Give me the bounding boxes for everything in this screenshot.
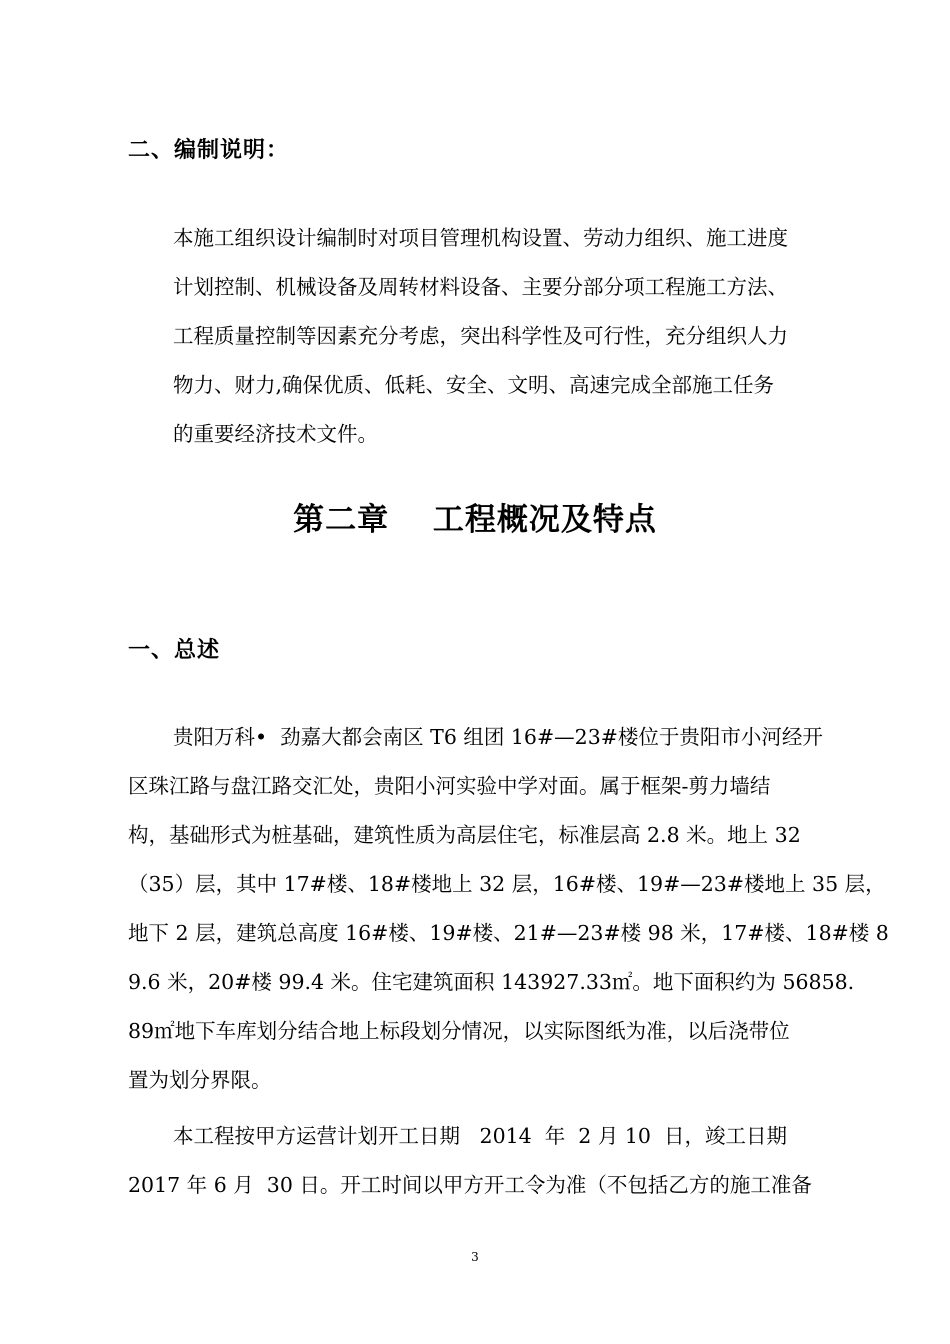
paragraph-line: 贵阳万科• 劲嘉大都会南区 T6 组团 16#—23#楼位于贵阳市小河经开 (173, 725, 823, 749)
section-heading-overview: 一、总述 (128, 638, 221, 663)
paragraph-line: 工程质量控制等因素充分考虑，突出科学性及可行性，充分组织人力 (173, 324, 788, 348)
paragraph-line: 地下 2 层，建筑总高度 16#楼、19#楼、21#—23#楼 98 米，17#楼、18#楼 8 (128, 921, 889, 945)
chapter-title: 第二章 工程概况及特点 (293, 502, 657, 538)
paragraph-line: 9.6 米，20#楼 99.4 米。住宅建筑面积 143927.33㎡。地下面积约为 56858. (128, 970, 855, 994)
paragraph-line: 的重要经济技术文件。 (173, 422, 378, 446)
paragraph-line: 2017 年 6 月 30 日。开工时间以甲方开工令为准（不包括乙方的施工准备 (128, 1173, 812, 1197)
paragraph-line: 本施工组织设计编制时对项目管理机构设置、劳动力组织、施工进度 (173, 226, 788, 250)
paragraph-line: 计划控制、机械设备及周转材料设备、主要分部分项工程施工方法、 (173, 275, 788, 299)
paragraph-line: 区珠江路与盘江路交汇处，贵阳小河实验中学对面。属于框架-剪力墙结 (128, 774, 771, 798)
paragraph-line: 构，基础形式为桩基础，建筑性质为高层住宅，标准层高 2.8 米。地上 32 (128, 823, 801, 847)
paragraph-line: 物力、财力,确保优质、低耗、安全、文明、高速完成全部施工任务 (173, 373, 775, 397)
paragraph-line: （35）层，其中 17#楼、18#楼地上 32 层，16#楼、19#—23#楼地上 35 层， (128, 872, 886, 896)
paragraph-line: 89㎡地下车库划分结合地上标段划分情况，以实际图纸为准，以后浇带位 (128, 1019, 790, 1043)
section-heading-compile-notes: 二、编制说明： (128, 138, 290, 163)
paragraph-line: 本工程按甲方运营计划开工日期 2014 年 2 月 10 日，竣工日期 (173, 1124, 787, 1148)
paragraph-line: 置为划分界限。 (128, 1068, 272, 1092)
page-number: 3 (471, 1250, 479, 1264)
